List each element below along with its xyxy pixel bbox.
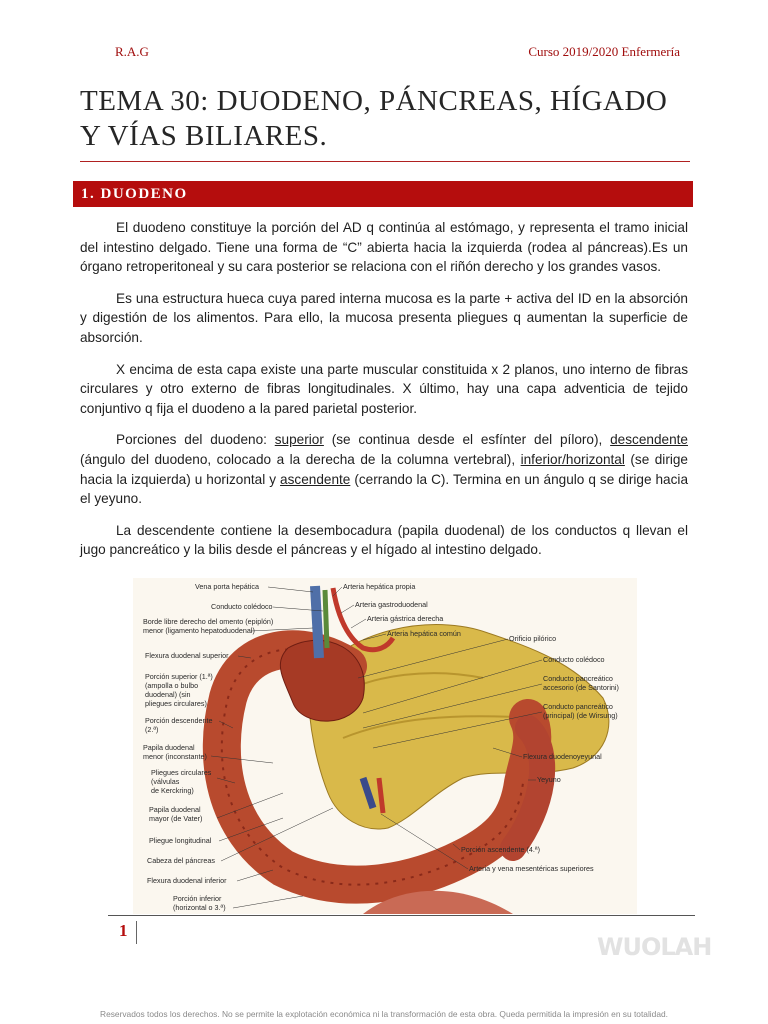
- legal-notice: Reservados todos los derechos. No se permite la explotación económica ni la transformación de esta obra. Queda permitida la impresión en su totalidad.: [100, 1009, 668, 1019]
- label-porcion-superior-3: duodenal) (sin: [145, 690, 191, 699]
- label-flexura-duodenoyeyunal: Flexura duodenoyeyunal: [523, 752, 602, 761]
- label-porcion-descendente-1: Porción descendente: [145, 716, 213, 725]
- document-body: [80, 218, 688, 572]
- term-inferior-horizontal: inferior/horizontal: [520, 451, 625, 467]
- label-papila-menor-1: Papila duodenal: [143, 743, 195, 752]
- page-number: 1: [119, 921, 128, 940]
- label-porcion-ascendente: Porción ascendente (4.ª): [461, 845, 540, 854]
- label-arteria-hepatica-propia: Arteria hepática propia: [343, 582, 416, 591]
- label-porcion-superior-1: Porción superior (1.ª): [145, 672, 213, 681]
- label-orificio-pilorico: Orificio pilórico: [509, 634, 557, 643]
- paragraph-3: X encima de esta capa existe una parte muscular constituida x 2 planos, uno interno de fibras circulares y otro externo de fibras longitudinales. X último, hay una capa adventicia de tejido conjuntivo q fija el duodeno a la pared parietal posterior.: [80, 361, 688, 416]
- title-divider: [80, 161, 690, 162]
- label-papila-mayor-1: Papila duodenal: [149, 805, 201, 814]
- label-pliegues-2: (válvulas: [151, 777, 180, 786]
- label-pliegue-longitudinal: Pliegue longitudinal: [149, 836, 212, 845]
- footer-divider: [108, 915, 695, 916]
- label-yeyuno: Yeyuno: [537, 775, 561, 784]
- title-line-1: TEMA 30: DUODENO, PÁNCREAS, HÍGADO: [80, 85, 668, 117]
- p4-text-3: (ángulo del duodeno, colocado a la derecha de la columna vertebral),: [80, 451, 521, 467]
- title-line-2: Y VÍAS BILIARES.: [80, 120, 328, 152]
- page-number-bar: [136, 921, 137, 944]
- label-arteria-gastrica-derecha: Arteria gástrica derecha: [367, 614, 444, 623]
- label-pliegues-1: Pliegues circulares: [151, 768, 212, 777]
- p4-text-4: (se dirige hacia la izquierda) u horizontal y: [80, 451, 688, 487]
- bile-duct: [325, 590, 327, 648]
- label-coledoco-right: Conducto colédoco: [543, 655, 605, 664]
- section-heading: 1. DUODENO: [73, 181, 693, 207]
- label-arteria-gastroduodenal: Arteria gastroduodenal: [355, 600, 428, 609]
- label-flexura-inferior: Flexura duodenal inferior: [147, 876, 227, 885]
- label-papila-menor-2: menor (inconstante): [143, 752, 207, 761]
- label-cabeza-pancreas: Cabeza del páncreas: [147, 856, 215, 865]
- label-porcion-superior-2: (ampolla o bulbo: [145, 681, 199, 690]
- label-porcion-descendente-2: (2.ª): [145, 725, 159, 734]
- watermark-logo: WUOLAH: [597, 933, 712, 961]
- label-wirsung-1: Conducto pancreático: [543, 702, 613, 711]
- label-porcion-inferior-2: (horizontal o 3.ª): [173, 903, 226, 912]
- label-borde-libre-2: menor (ligamento hepatoduodenal): [143, 626, 255, 635]
- duodenum-anatomy-figure: [133, 578, 637, 914]
- label-porcion-superior-4: pliegues circulares): [145, 699, 207, 708]
- p4-text-1: Porciones del duodeno:: [116, 432, 275, 448]
- label-mesentericas: Arteria y vena mesentéricas superiores: [469, 864, 594, 873]
- header-author: R.A.G: [115, 44, 149, 59]
- page-title: [80, 84, 695, 154]
- term-ascendente: ascendente: [280, 471, 351, 487]
- label-pliegues-3: de Kerckring): [151, 786, 194, 795]
- p4-text-2: (se continua desde el esfínter del píloro),: [323, 432, 611, 448]
- label-borde-libre-1: Borde libre derecho del omento (epiplón): [143, 617, 274, 626]
- label-vena-porta: Vena porta hepática: [195, 582, 259, 591]
- label-porcion-inferior-1: Porción inferior: [173, 894, 222, 903]
- paragraph-5: La descendente contiene la desembocadura (papila duodenal) de los conductos q llevan el jugo pancreático y la bilis desde el páncreas y el hígado al intestino delgado.: [80, 522, 688, 558]
- term-descendente: descendente: [610, 432, 688, 448]
- label-flexura-superior: Flexura duodenal superior: [145, 651, 229, 660]
- paragraph-1: El duodeno constituye la porción del AD q continúa al estómago, y representa el tramo inicial del intestino delgado. Tiene una forma de “C” abierta hacia la izquierda (rodea al páncreas).Es un órgano retroperitoneal y su cara posterior se relaciona con el riñón derecho y los grandes vasos.: [80, 220, 688, 275]
- portal-vein: [315, 586, 319, 658]
- paragraph-2: Es una estructura hueca cuya pared interna mucosa es la parte + activa del ID en la absorción y digestión de los alimentos. Para ello, la mucosa presenta pliegues q aumentan la superficie de absorción.: [80, 290, 688, 345]
- label-arteria-hepatica-comun: Arteria hepática común: [387, 629, 461, 638]
- label-santorini-1: Conducto pancreático: [543, 674, 613, 683]
- label-papila-mayor-2: mayor (de Vater): [149, 814, 203, 823]
- paragraph-4: [80, 430, 688, 508]
- label-coledoco-left: Conducto colédoco: [211, 602, 273, 611]
- term-superior: superior: [274, 432, 324, 448]
- p4-text-5: (cerrando la C). Termina en un ángulo q se dirige hacia el yeyuno.: [80, 471, 688, 507]
- label-wirsung-2: (principal) (de Wirsung): [543, 711, 618, 720]
- header-course: Curso 2019/2020 Enfermería: [528, 44, 680, 59]
- duodenum-illustration: [133, 578, 637, 914]
- label-santorini-2: accesorio (de Santorini): [543, 683, 619, 692]
